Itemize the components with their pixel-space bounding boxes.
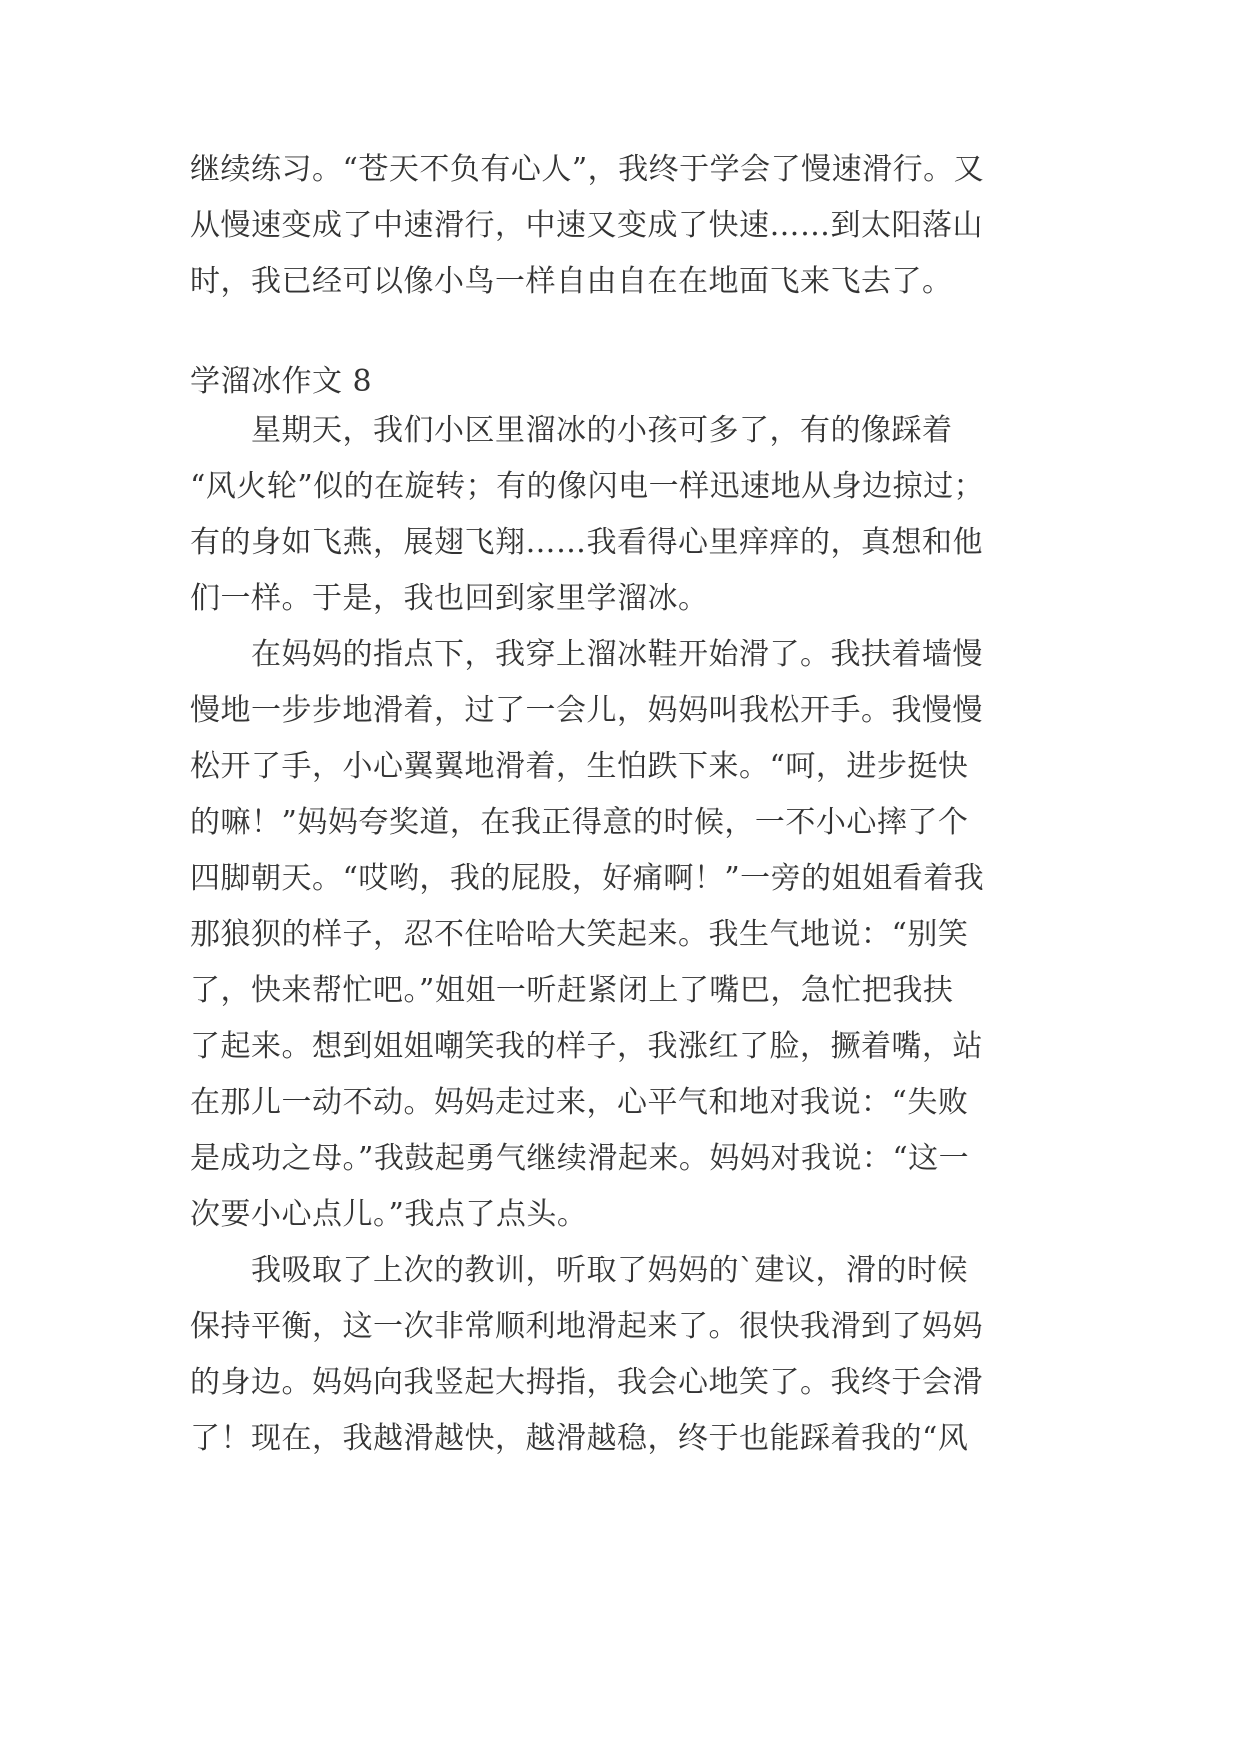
paragraph-line: 有的身如飞燕，展翅飞翔……我看得心里痒痒的，真想和他: [190, 525, 983, 560]
paragraph-line: 的身边。妈妈向我竖起大拇指，我会心地笑了。我终于会滑: [190, 1365, 983, 1400]
paragraph-line: 们一样。于是，我也回到家里学溜冰。: [190, 581, 709, 616]
paragraph-line: 那狼狈的样子，忍不住哈哈大笑起来。我生气地说：“别笑: [190, 917, 969, 952]
paragraph-line: 继续练习。“苍天不负有心人”，我终于学会了慢速滑行。又: [190, 152, 985, 187]
paragraph-line: 是成功之母。”我鼓起勇气继续滑起来。妈妈对我说：“这一: [190, 1141, 970, 1176]
paragraph-line: 在那儿一动不动。妈妈走过来，心平气和地对我说：“失败: [190, 1085, 969, 1120]
paragraph-line: 的嘛！”妈妈夸奖道，在我正得意的时候，一不小心摔了个: [190, 805, 969, 840]
paragraph-line: 松开了手，小心翼翼地滑着，生怕跌下来。“呵，进步挺快: [190, 749, 969, 784]
paragraph-line: 慢地一步步地滑着，过了一会儿，妈妈叫我松开手。我慢慢: [190, 693, 983, 728]
paragraph-line: 我吸取了上次的教训，听取了妈妈的`建议，滑的时候: [190, 1253, 968, 1288]
paragraph-line: “风火轮”似的在旋转；有的像闪电一样迅速地从身边掠过；: [190, 469, 985, 504]
paragraph-line: 从慢速变成了中速滑行，中速又变成了快速……到太阳落山: [190, 208, 983, 243]
paragraph-line: 星期天，我们小区里溜冰的小孩可多了，有的像踩着: [190, 413, 953, 448]
section-title: 学溜冰作文 8: [190, 364, 373, 399]
paragraph-line: 在妈妈的指点下，我穿上溜冰鞋开始滑了。我扶着墙慢: [190, 637, 983, 672]
paragraph-line: 了，快来帮忙吧。”姐姐一听赶紧闭上了嘴巴，急忙把我扶: [190, 973, 954, 1008]
paragraph-line: 次要小心点儿。”我点了点头。: [190, 1197, 588, 1232]
paragraph-line: 了起来。想到姐姐嘲笑我的样子，我涨红了脸，撅着嘴，站: [190, 1029, 983, 1064]
paragraph-line: 四脚朝天。“哎哟，我的屁股，好痛啊！”一旁的姐姐看着我: [190, 861, 985, 896]
paragraph-line: 了！现在，我越滑越快，越滑越稳，终于也能踩着我的“风: [190, 1421, 969, 1456]
paragraph-line: 保持平衡，这一次非常顺利地滑起来了。很快我滑到了妈妈: [190, 1309, 983, 1344]
paragraph-line: 时，我已经可以像小鸟一样自由自在在地面飞来飞去了。: [190, 264, 953, 299]
